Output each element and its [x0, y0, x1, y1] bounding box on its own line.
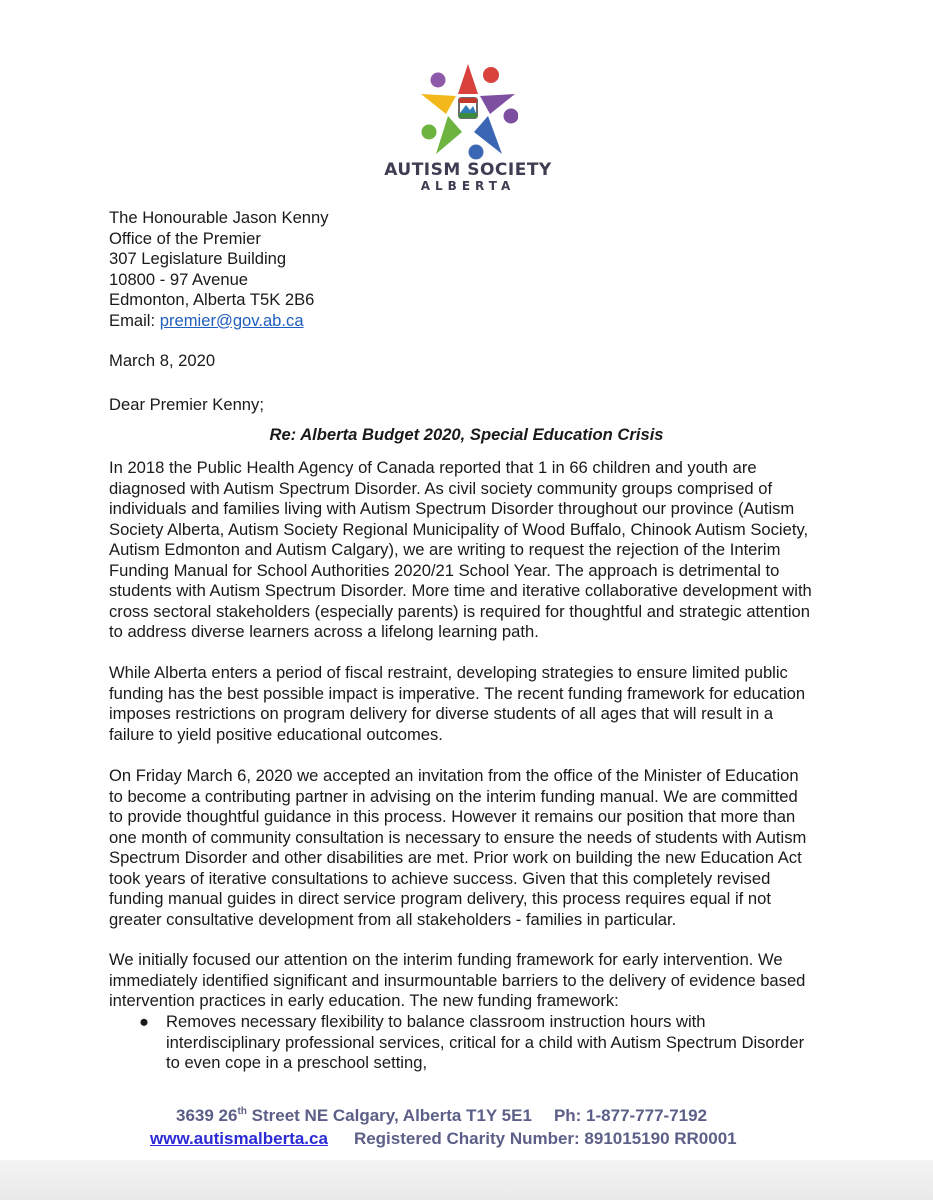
paragraph-line: Autism Edmonton and Autism Calgary), we are writing to request the rejection of the Interim — [109, 540, 781, 559]
footer-charity-number: Registered Charity Number: 891015190 RR0001 — [353, 1129, 737, 1148]
footer-street-number: 3639 26 — [176, 1106, 238, 1125]
paragraph-line: failure to yield positive educational outcomes. — [109, 724, 443, 744]
star-people-logo-icon — [418, 58, 518, 160]
address-line: Edmonton, Alberta T5K 2B6 — [109, 290, 315, 309]
footer-street-suffix: th — [237, 1106, 247, 1117]
footer-website-link[interactable]: www.autismalberta.ca — [150, 1129, 328, 1148]
address-line: Office of the Premier — [109, 228, 261, 248]
paragraph-line: individuals and families living with Autism Spectrum Disorder throughout our province (Autism — [109, 499, 795, 518]
paragraph-line: On Friday March 6, 2020 we accepted an invitation from the office of the Minister of Education — [109, 766, 799, 785]
email-line — [109, 311, 329, 332]
bullet-line: interdisciplinary professional services, critical for a child with Autism Spectrum Disorder — [166, 1032, 805, 1052]
logo-name: AUTISM SOCIETY — [384, 160, 552, 180]
paragraph-line: funding manual guides in direct service program delivery, this process requires equal if not — [109, 889, 771, 908]
paragraph-line: Funding Manual for School Authorities 2020/21 School Year. The approach is detrimental to — [109, 560, 780, 580]
salutation: Dear Premier Kenny; — [109, 395, 264, 414]
subject-line: Re: Alberta Budget 2020, Special Education Crisis — [269, 425, 664, 444]
autism-society-logo — [378, 58, 558, 193]
paragraph-line: to address diverse learners across a lifelong learning path. — [109, 622, 539, 641]
paragraph-line: to become a contributing partner in advising on the interim funding manual. We are committed — [109, 786, 798, 806]
bullet-line: Removes necessary flexibility to balance classroom instruction hours with — [166, 1012, 706, 1031]
paragraph-line: funding has the best possible impact is imperative. The recent funding framework for education — [109, 683, 806, 703]
bullet-line: to even cope in a preschool setting, — [166, 1053, 428, 1072]
paragraph-3 — [109, 766, 849, 930]
paragraph-2 — [109, 663, 849, 745]
address-line: The Honourable Jason Kenny — [109, 208, 329, 227]
paragraph-line: to provide thoughtful guidance in this process. However it remains our position that more than — [109, 807, 796, 826]
bullet-text — [166, 1012, 804, 1074]
paragraph-line: diagnosed with Autism Spectrum Disorder. As civil society community groups comprised of — [109, 478, 773, 498]
logo-subtitle: ALBERTA — [420, 179, 516, 193]
address-line: 10800 - 97 Avenue — [109, 269, 249, 289]
letter-date: March 8, 2020 — [109, 351, 216, 370]
paragraph-line: cross sectoral stakeholders (especially parents) is required for thoughtful and strategic attention — [109, 601, 810, 621]
bottom-edge — [0, 1160, 933, 1200]
email-link[interactable]: premier@gov.ab.ca — [159, 310, 304, 330]
paragraph-4 — [109, 950, 849, 1012]
paragraph-line: took years of iterative consultations to achieve success. Given that this completely revised — [109, 868, 771, 888]
paragraph-line: imposes restrictions on program delivery for diverse students of all ages that will result in a — [109, 704, 774, 723]
paragraph-1 — [109, 458, 849, 643]
address-line: 307 Legislature Building — [109, 249, 287, 268]
paragraph-line: While Alberta enters a period of fiscal restraint, developing strategies to ensure limited public — [109, 663, 788, 682]
footer-web-line — [150, 1129, 737, 1149]
paragraph-line: one month of community consultation is necessary to ensure the needs of students with Autism — [109, 827, 807, 847]
paragraph-line: immediately identified significant and insurmountable barriers to the delivery of evidence based — [109, 970, 806, 990]
email-label: Email: — [109, 310, 156, 330]
paragraph-line: Society Alberta, Autism Society Regional Municipality of Wood Buffalo, Chinook Autism Society, — [109, 519, 809, 539]
footer-address-line — [176, 1106, 707, 1126]
recipient-address — [109, 208, 329, 331]
bullet-icon: ● — [139, 1012, 150, 1031]
paragraph-line: students with Autism Spectrum Disorder. More time and iterative collaborative development with — [109, 581, 812, 600]
footer-phone: Ph: 1-877-777-7192 — [553, 1106, 708, 1125]
paragraph-line: greater consultative development from all stakeholders - families in particular. — [109, 909, 677, 929]
paragraph-line: intervention practices in early education. The new funding framework: — [109, 991, 619, 1010]
footer-street-rest: Street NE Calgary, Alberta T1Y 5E1 — [246, 1106, 532, 1125]
paragraph-line: In 2018 the Public Health Agency of Canada reported that 1 in 66 children and youth are — [109, 458, 757, 477]
paragraph-line: We initially focused our attention on the interim funding framework for early intervention. We — [109, 950, 783, 969]
paragraph-line: Spectrum Disorder and other disabilities are met. Prior work on building the new Education Act — [109, 848, 802, 867]
